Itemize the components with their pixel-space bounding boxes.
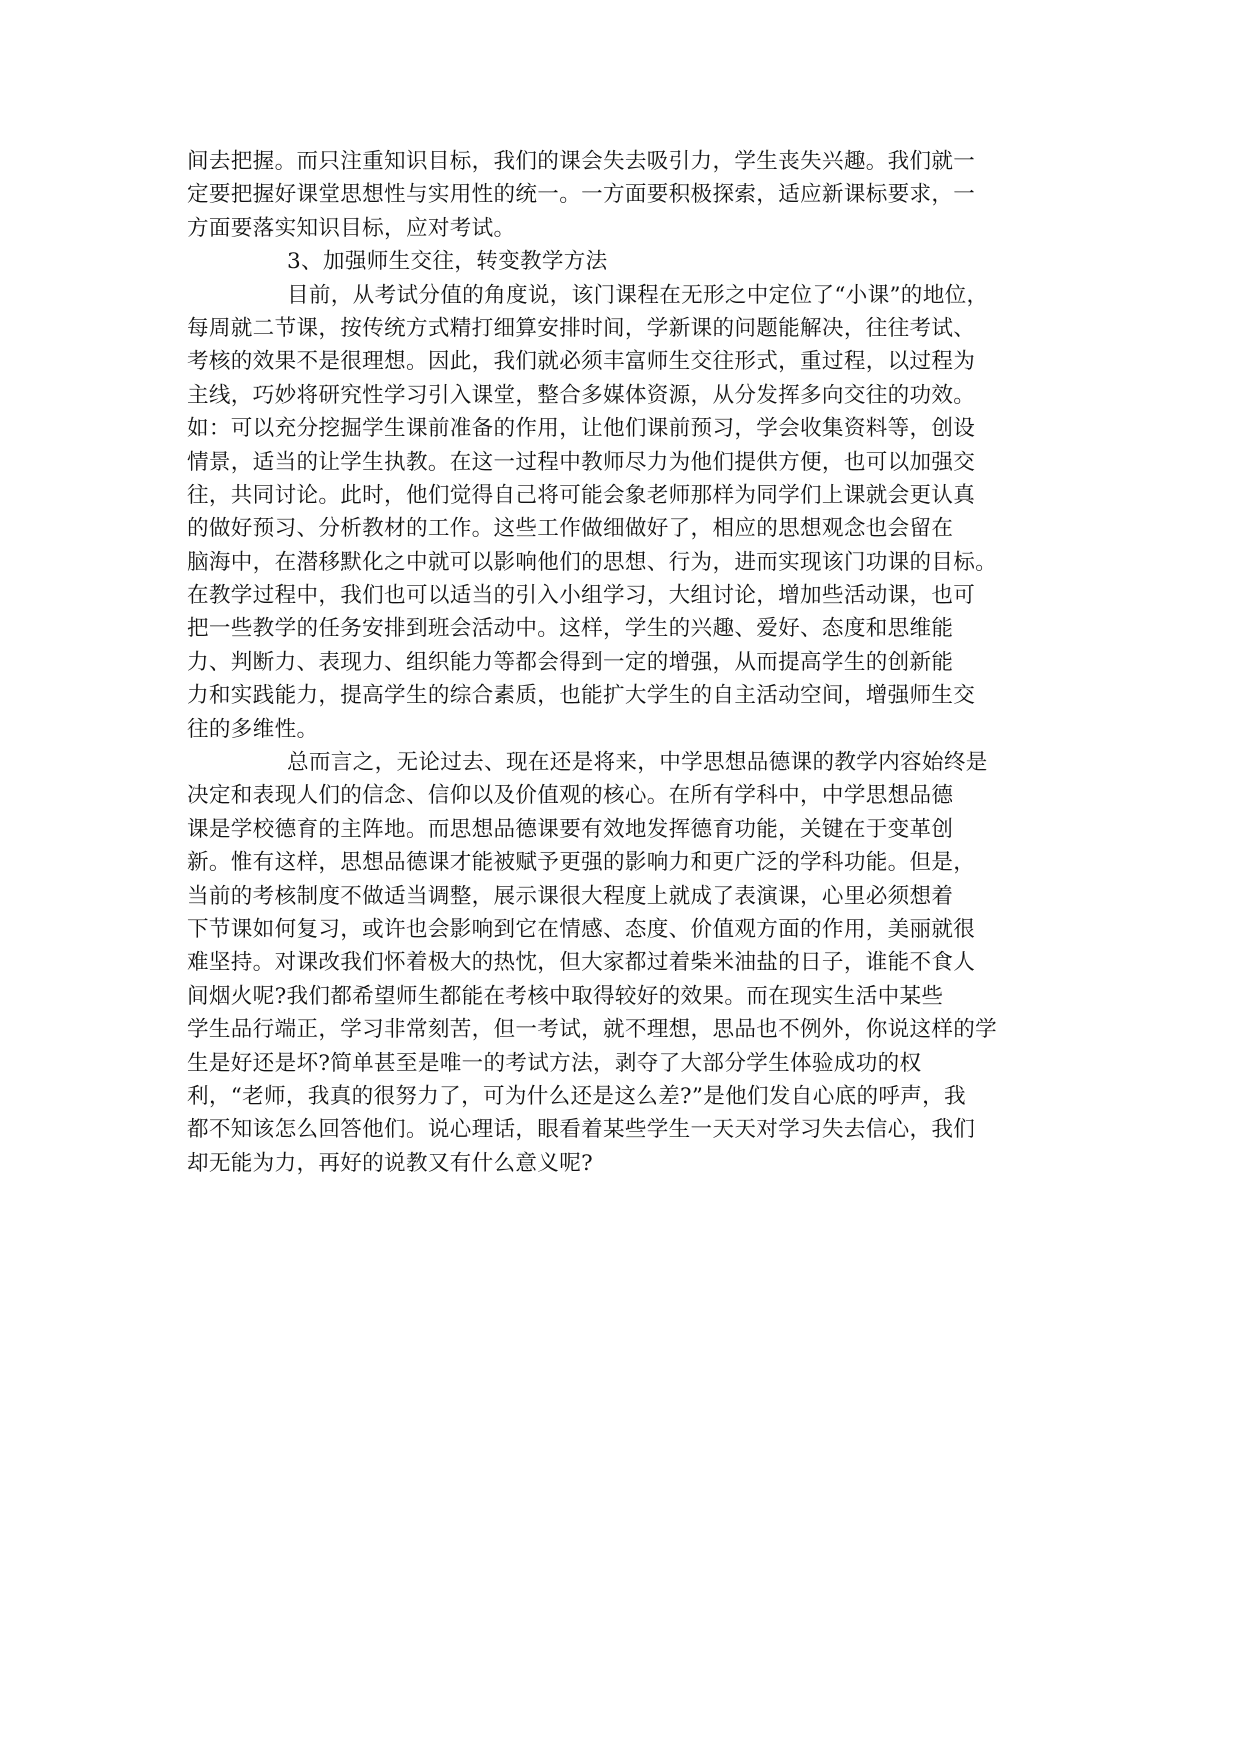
text-line: 每周就二节课，按传统方式精打细算安排时间，学新课的问题能解决，往往考试、 xyxy=(187,315,976,341)
text-line: 生是好还是坏?简单甚至是唯一的考试方法，剥夺了大部分学生体验成功的权 xyxy=(187,1050,922,1076)
text-line: 3、加强师生交往，转变教学方法 xyxy=(287,249,608,275)
text-line: 间去把握。而只注重知识目标，我们的课会失去吸引力，学生丧失兴趣。我们就一 xyxy=(187,149,976,174)
text-line: 主线，巧妙将研究性学习引入课堂，整合多媒体资源，从分发挥多向交往的功效。 xyxy=(187,382,976,408)
text-line: 在教学过程中，我们也可以适当的引入小组学习，大组讨论，增加些活动课，也可 xyxy=(187,583,976,609)
text-line: 往，共同讨论。此时，他们觉得自己将可能会象老师那样为同学们上课就会更认真 xyxy=(187,482,976,508)
text-line: 力、判断力、表现力、组织能力等都会得到一定的增强，从而提高学生的创新能 xyxy=(187,649,954,675)
body-text xyxy=(187,145,1067,1180)
text-line: 方面要落实知识目标，应对考试。 xyxy=(187,215,516,241)
text-line: 的做好预习、分析教材的工作。这些工作做细做好了，相应的思想观念也会留在 xyxy=(187,516,954,542)
text-line: 都不知该怎么回答他们。说心理话，眼看着某些学生一天天对学习失去信心，我们 xyxy=(187,1117,976,1143)
text-line: 情景，适当的让学生执教。在这一过程中教师尽力为他们提供方便，也可以加强交 xyxy=(187,449,976,475)
text-line: 往的多维性。 xyxy=(187,716,319,742)
text-line: 脑海中，在潜移默化之中就可以影响他们的思想、行为，进而实现该门功课的目标。 xyxy=(187,549,998,575)
text-line: 学生品行端正，学习非常刻苦，但一考试，就不理想，思品也不例外，你说这样的学 xyxy=(187,1017,998,1043)
text-line: 新。惟有这样，思想品德课才能被赋予更强的影响力和更广泛的学科功能。但是， xyxy=(187,850,976,876)
text-line: 却无能为力，再好的说教又有什么意义呢? xyxy=(187,1150,593,1176)
text-line: 当前的考核制度不做适当调整，展示课很大程度上就成了表演课，心里必须想着 xyxy=(187,883,954,909)
text-line: 间烟火呢?我们都希望师生都能在考核中取得较好的效果。而在现实生活中某些 xyxy=(187,983,944,1009)
text-line: 目前，从考试分值的角度说，该门课程在无形之中定位了“小课”的地位， xyxy=(287,282,989,308)
text-line: 决定和表现人们的信念、信仰以及价值观的核心。在所有学科中，中学思想品德 xyxy=(187,783,954,809)
text-line: 如：可以充分挖掘学生课前准备的作用，让他们课前预习，学会收集资料等，创设 xyxy=(187,416,976,442)
text-line: 下节课如何复习，或许也会影响到它在情感、态度、价值观方面的作用，美丽就很 xyxy=(187,916,976,942)
text-line: 难坚持。对课改我们怀着极大的热忱，但大家都过着柴米油盐的日子，谁能不食人 xyxy=(187,950,976,976)
text-line: 定要把握好课堂思想性与实用性的统一。一方面要积极探索，适应新课标要求，一 xyxy=(187,182,976,208)
text-line: 利，“老师，我真的很努力了，可为什么还是这么差?”是他们发自心底的呼声，我 xyxy=(187,1083,966,1109)
text-line: 考核的效果不是很理想。因此，我们就必须丰富师生交往形式，重过程，以过程为 xyxy=(187,349,976,375)
text-line: 把一些教学的任务安排到班会活动中。这样，学生的兴趣、爱好、态度和思维能 xyxy=(187,616,954,642)
text-line: 力和实践能力，提高学生的综合素质，也能扩大学生的自主活动空间，增强师生交 xyxy=(187,683,976,709)
text-line: 课是学校德育的主阵地。而思想品德课要有效地发挥德育功能，关键在于变革创 xyxy=(187,816,954,842)
text-line: 总而言之，无论过去、现在还是将来，中学思想品德课的教学内容始终是 xyxy=(287,750,988,776)
